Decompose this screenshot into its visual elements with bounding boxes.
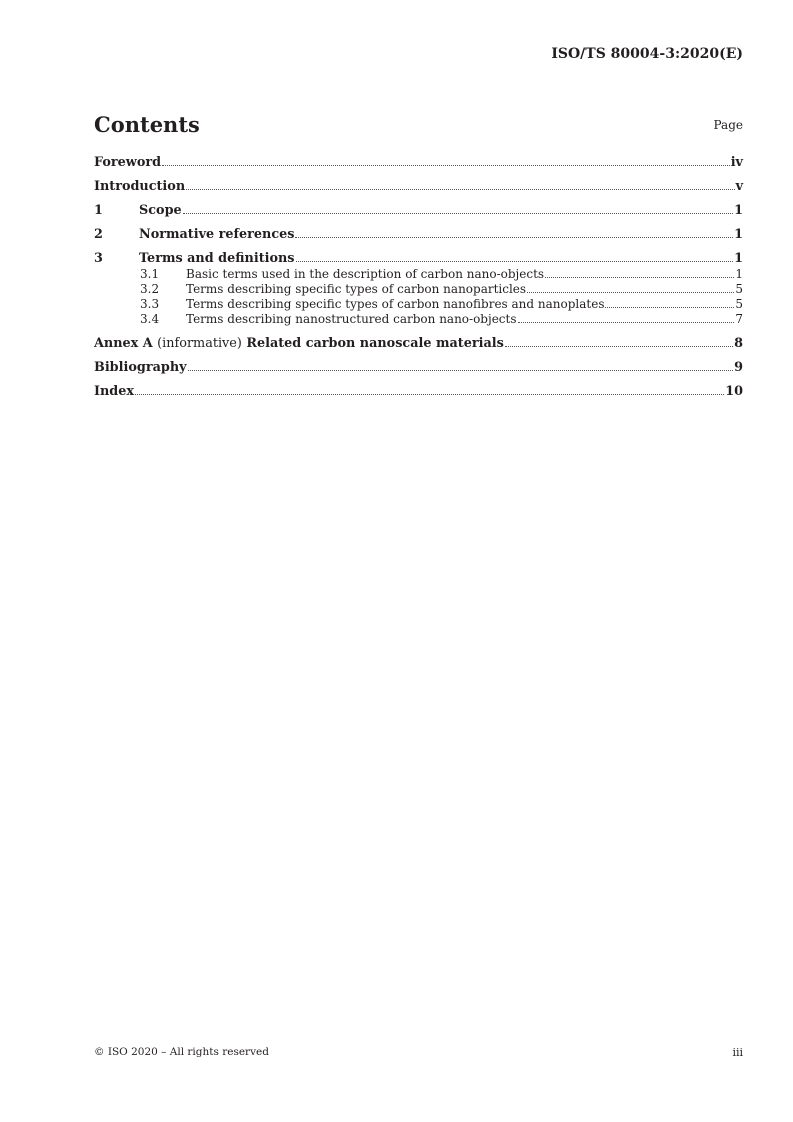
annex-label: Annex A — [94, 336, 153, 351]
toc-entry-page: iv — [730, 155, 743, 170]
toc-subentry-number: 3.2 — [140, 282, 160, 296]
dot-leader — [162, 165, 730, 166]
toc-subentry-page: 5 — [735, 297, 743, 311]
document-id: ISO/TS 80004-3:2020(E) — [551, 46, 743, 62]
dot-leader — [545, 277, 734, 278]
dot-leader — [527, 292, 734, 293]
toc-entry-index[interactable] — [94, 384, 743, 400]
toc-entry-number: 2 — [94, 227, 103, 242]
footer-copyright: © ISO 2020 – All rights reserved — [94, 1046, 269, 1058]
toc-entry-number: 1 — [94, 203, 103, 218]
toc-entry-title: Foreword — [94, 155, 162, 170]
page-column-label: Page — [713, 118, 743, 132]
dot-leader — [605, 307, 734, 308]
toc-entry-introduction[interactable] — [94, 179, 743, 195]
toc-subentry-3-2[interactable] — [94, 282, 743, 297]
toc-subentry-number: 3.3 — [140, 297, 160, 311]
toc-subentry-3-3[interactable] — [94, 297, 743, 312]
dot-leader — [296, 261, 734, 262]
toc-subentry-page: 5 — [735, 282, 743, 296]
toc-entry-title: Bibliography — [94, 360, 187, 375]
footer-page-number: iii — [732, 1046, 743, 1059]
dot-leader — [295, 237, 733, 238]
toc-subentry-title: Terms describing specific types of carbon nanoparticles — [186, 282, 527, 296]
contents-title: Contents — [94, 112, 200, 137]
toc-subentry-3-4[interactable] — [94, 312, 743, 327]
dot-leader — [183, 213, 733, 214]
toc-subentry-page: 7 — [735, 312, 743, 326]
toc-entry-normative-references[interactable] — [94, 227, 743, 243]
toc-entry-title — [94, 336, 504, 352]
toc-entry-title: Index — [94, 384, 135, 399]
toc-entry-page: 8 — [734, 336, 743, 351]
toc-subentry-title: Basic terms used in the description of carbon nano-objects — [186, 267, 545, 281]
annex-title: Related carbon nanoscale materials — [246, 336, 504, 351]
toc-entry-title: Terms and definitions — [139, 251, 295, 266]
toc-subentry-page: 1 — [735, 267, 743, 281]
toc-entry-title: Normative references — [139, 227, 295, 242]
toc-entry-scope[interactable] — [94, 203, 743, 219]
toc-entry-terms-and-definitions[interactable] — [94, 251, 743, 267]
annex-qualifier: (informative) — [157, 336, 242, 351]
toc-entry-title: Scope — [139, 203, 182, 218]
toc-entry-page: 1 — [734, 251, 743, 266]
toc-entry-page: 10 — [725, 384, 743, 399]
toc-entry-page: 9 — [734, 360, 743, 375]
toc-entry-bibliography[interactable] — [94, 360, 743, 376]
toc-entry-annex-a[interactable] — [94, 336, 743, 352]
toc-entry-page: v — [735, 179, 743, 194]
dot-leader — [505, 346, 733, 347]
dot-leader — [188, 370, 734, 371]
toc-entry-number: 3 — [94, 251, 103, 266]
toc-subentry-number: 3.4 — [140, 312, 160, 326]
toc-subentry-title: Terms describing nanostructured carbon nano-objects — [186, 312, 517, 326]
toc-subentry-number: 3.1 — [140, 267, 160, 281]
table-of-contents — [94, 155, 743, 408]
dot-leader — [186, 189, 734, 190]
dot-leader — [518, 322, 735, 323]
toc-entry-foreword[interactable] — [94, 155, 743, 171]
toc-entry-page: 1 — [734, 203, 743, 218]
dot-leader — [135, 394, 724, 395]
toc-entry-page: 1 — [734, 227, 743, 242]
toc-subentry-title: Terms describing specific types of carbon nanofibres and nanoplates — [186, 297, 605, 311]
toc-subentry-3-1[interactable] — [94, 267, 743, 282]
toc-entry-title: Introduction — [94, 179, 186, 194]
